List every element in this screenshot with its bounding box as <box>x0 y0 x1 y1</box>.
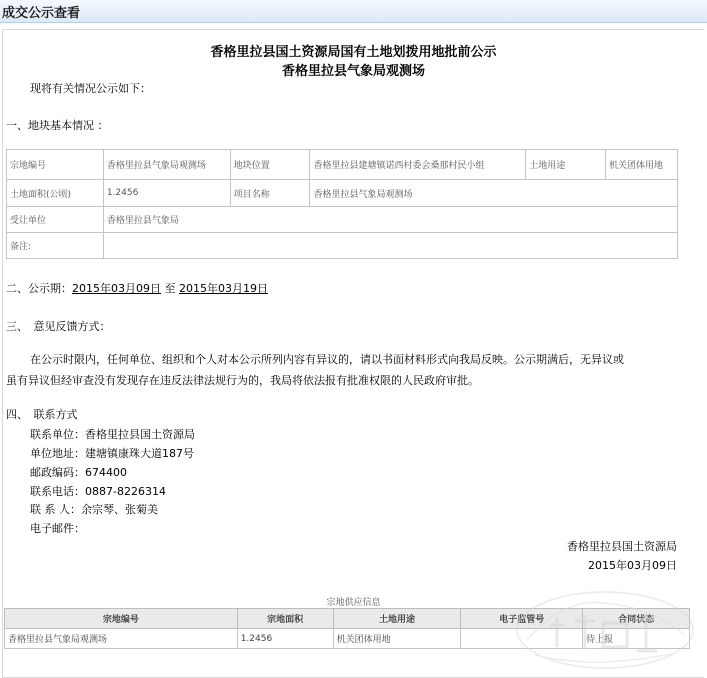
section-feedback-heading: 三、 意见反馈方式： <box>6 320 111 333</box>
parcel-location-value: 香格里拉县建塘镇诺西村委会桑那村民小组 <box>310 150 526 180</box>
signature-org: 香格里拉县国土资源局 <box>567 540 677 553</box>
period-separator: 至 <box>164 282 176 295</box>
parcel-row-grantee <box>7 207 678 233</box>
notice-title: 香格里拉县国土资源局国有土地划拨用地批前公示 <box>210 45 497 60</box>
parcel-row-id <box>7 150 678 180</box>
feedback-text-line1: 在公示时限内，任何单位、组织和个人对本公示所列内容有异议的，请以书面材料形式向我局反映。公示期满后，无异议或 <box>30 353 624 366</box>
grantee-label: 受让单位 <box>7 207 104 233</box>
parcel-row-remarks <box>7 233 678 259</box>
contact-address: 单位地址：建塘镇康珠大道187号 <box>30 447 194 460</box>
supply-col-contract: 合同状态 <box>583 609 690 629</box>
supply-col-id: 宗地编号 <box>5 609 238 629</box>
supply-contract-cell: 待上报 <box>583 629 690 649</box>
supply-use-cell: 机关团体用地 <box>333 629 461 649</box>
title-bar <box>0 0 707 23</box>
remarks-value <box>103 233 677 259</box>
contact-phone: 联系电话：0887-8226314 <box>30 485 166 498</box>
parcel-use-label: 土地用途 <box>526 150 606 180</box>
supply-col-use: 土地用途 <box>333 609 461 629</box>
supply-area-cell: 1.2456 <box>237 629 333 649</box>
supply-col-supervision: 电子监管号 <box>461 609 583 629</box>
remarks-label: 备注: <box>7 233 104 259</box>
grantee-value: 香格里拉县气象局 <box>103 207 677 233</box>
parcel-info-table <box>6 149 678 259</box>
intro-text: 现将有关情况公示如下： <box>30 82 151 95</box>
public-period <box>6 280 268 296</box>
contact-person: 联 系 人：余宗琴、张菊美 <box>30 503 158 516</box>
section-basic-heading: 一、地块基本情况 ： <box>6 119 109 132</box>
parcel-id-label: 宗地编号 <box>7 150 104 180</box>
page-header-title: 成交公示查看 <box>2 6 81 21</box>
supply-id-cell: 香格里拉县气象局观测场 <box>5 629 238 649</box>
supply-col-area: 宗地面积 <box>237 609 333 629</box>
period-start: 2015年03月09日 <box>72 282 161 295</box>
parcel-row-area <box>7 180 678 207</box>
parcel-area-value: 1.2456 <box>103 180 230 207</box>
notice-subtitle: 香格里拉县气象局观测场 <box>281 64 425 79</box>
contact-postcode: 邮政编码：674400 <box>30 466 127 479</box>
section-contact-heading: 四、 联系方式 <box>6 408 78 421</box>
period-end: 2015年03月19日 <box>179 282 268 295</box>
signature-date: 2015年03月09日 <box>588 559 677 572</box>
supply-caption: 宗地供应信息 <box>326 598 381 608</box>
watermark-logo <box>505 585 695 675</box>
contact-email: 电子邮件： <box>30 522 85 535</box>
parcel-area-label: 土地面积(公顷) <box>7 180 104 207</box>
contact-org: 联系单位：香格里拉县国土资源局 <box>30 428 195 441</box>
project-name-label: 项目名称 <box>230 180 310 207</box>
feedback-text-line2: 虽有异议但经审查没有发现存在违反法律法规行为的，我局将依法报有批准权限的人民政府审批。 <box>6 374 479 387</box>
parcel-id-value: 香格里拉县气象局观测场 <box>103 150 230 180</box>
period-label: 二、公示期： <box>6 282 72 295</box>
parcel-location-label: 地块位置 <box>230 150 310 180</box>
project-name-value: 香格里拉县气象局观测场 <box>310 180 678 207</box>
parcel-use-value: 机关团体用地 <box>606 150 678 180</box>
